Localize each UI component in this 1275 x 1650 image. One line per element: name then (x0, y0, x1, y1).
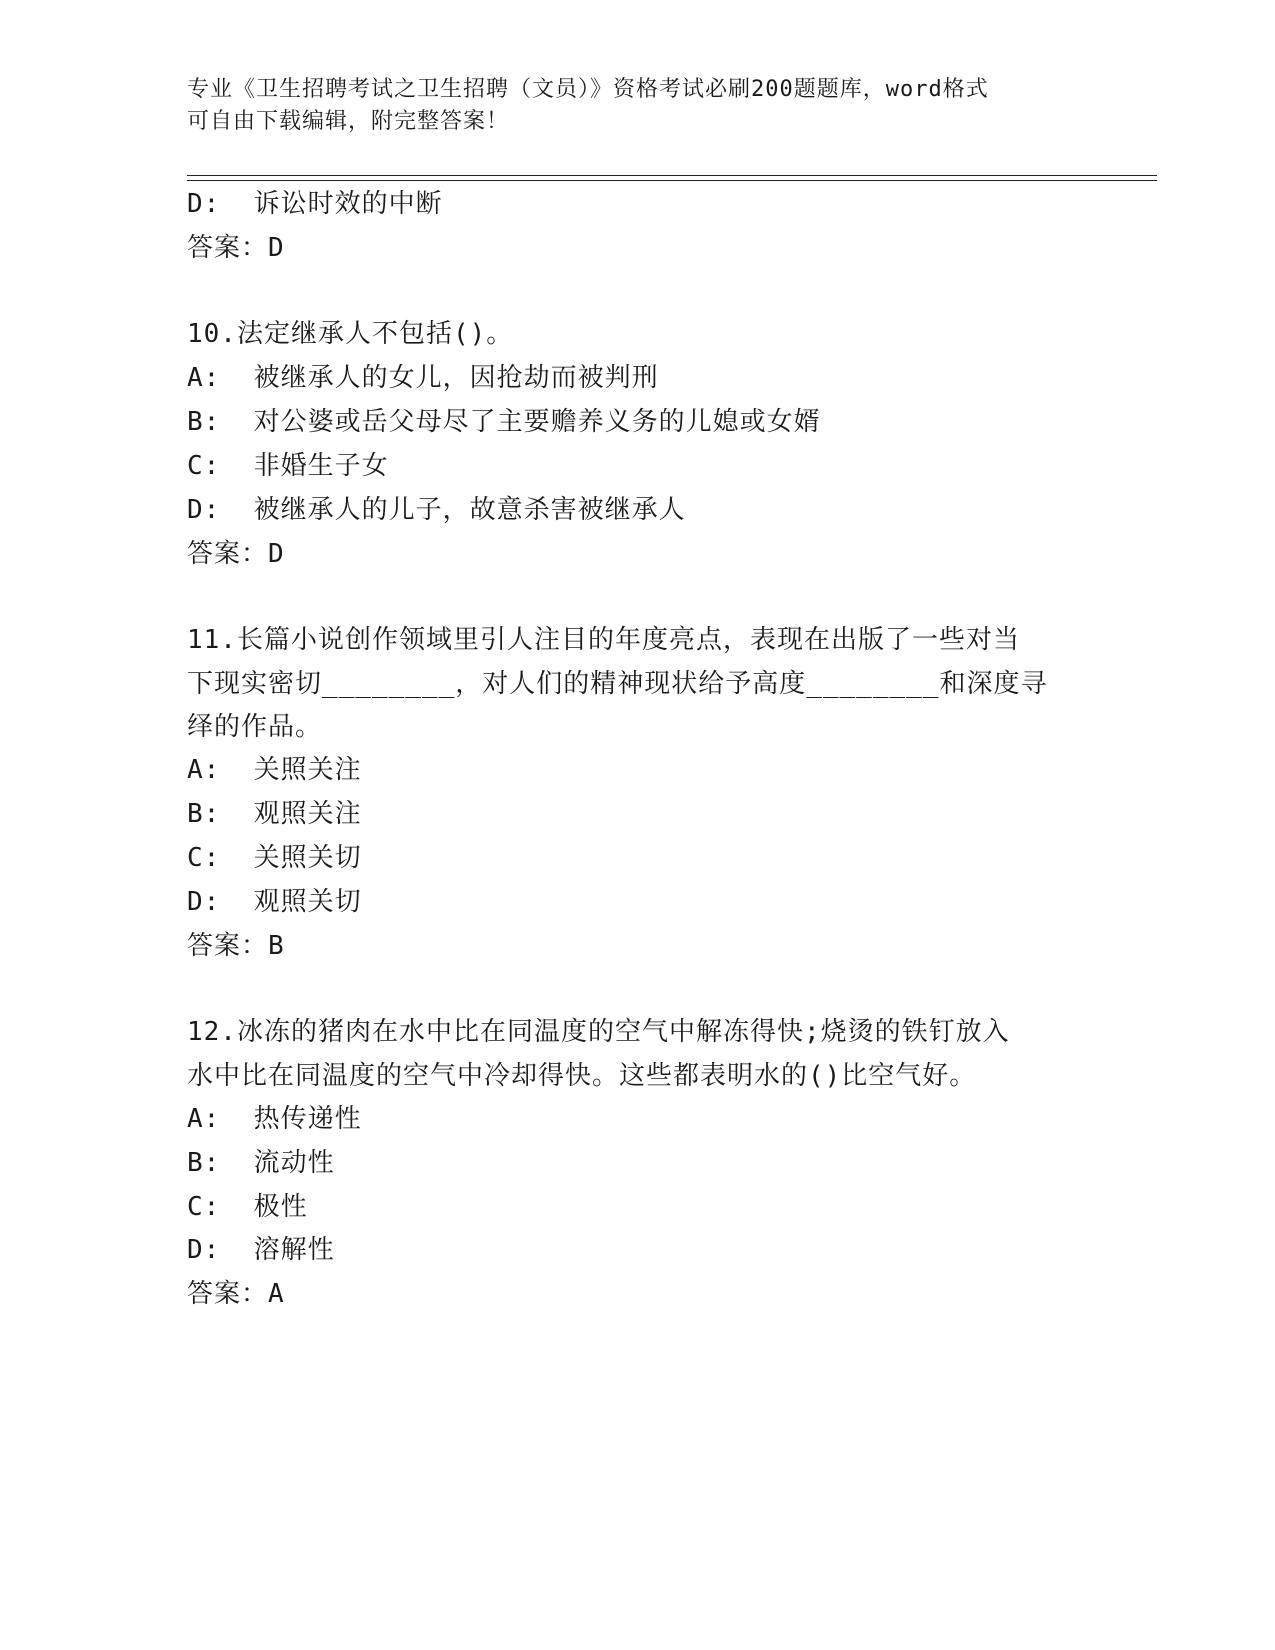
q11-answer (187, 930, 285, 962)
q10-option-d: D: 被继承人的儿子，故意杀害被继承人 (187, 495, 686, 525)
prev-answer (187, 232, 285, 264)
q12-option-a: A: 热传递性 (187, 1104, 362, 1134)
header-divider-bottom (187, 180, 1157, 181)
q12-option-b: B: 流动性 (187, 1148, 335, 1178)
q10-option-a: A: 被继承人的女儿，因抢劫而被判刑 (187, 363, 659, 393)
answer-value: D (268, 539, 285, 569)
q12-stem-line-1: 12.冰冻的猪肉在水中比在同温度的空气中解冻得快;烧烫的铁钉放入 (187, 1017, 1010, 1047)
q12-option-c: C: 极性 (187, 1192, 308, 1222)
q11-stem-line-1: 11.长篇小说创作领域里引人注目的年度亮点，表现在出版了一些对当 (187, 625, 1020, 655)
answer-label: 答案： (187, 1279, 269, 1309)
answer-label: 答案： (187, 539, 269, 569)
q11-option-a: A: 关照关注 (187, 755, 362, 785)
answer-value: D (268, 233, 285, 263)
q11-option-d: D: 观照关切 (187, 887, 362, 917)
header-divider-top (187, 175, 1157, 176)
q11-stem-line-3: 绎的作品。 (187, 712, 323, 742)
q12-answer (187, 1278, 285, 1310)
q12-stem-line-2: 水中比在同温度的空气中冷却得快。这些都表明水的()比空气好。 (187, 1061, 977, 1091)
q11-option-c: C: 关照关切 (187, 843, 362, 873)
answer-value: A (268, 1279, 285, 1309)
answer-label: 答案： (187, 931, 269, 961)
document-header (187, 74, 1067, 138)
q11-stem-line-2: 下现实密切________，对人们的精神现状给予高度________和深度寻 (187, 669, 1048, 699)
header-line-2: 可自由下载编辑，附完整答案！ (187, 109, 510, 134)
answer-value: B (268, 931, 285, 961)
q10-option-b: B: 对公婆或岳父母尽了主要赡养义务的儿媳或女婿 (187, 407, 821, 437)
prev-option-d: D: 诉讼时效的中断 (187, 189, 443, 219)
q11-option-b: B: 观照关注 (187, 799, 362, 829)
answer-label: 答案： (187, 233, 269, 263)
header-line-1: 专业《卫生招聘考试之卫生招聘（文员）》资格考试必刷200题题库，word格式 (187, 77, 989, 102)
q10-option-c: C: 非婚生子女 (187, 451, 389, 481)
q10-answer (187, 538, 285, 570)
q10-stem: 10.法定继承人不包括()。 (187, 319, 514, 349)
q12-option-d: D: 溶解性 (187, 1235, 335, 1265)
